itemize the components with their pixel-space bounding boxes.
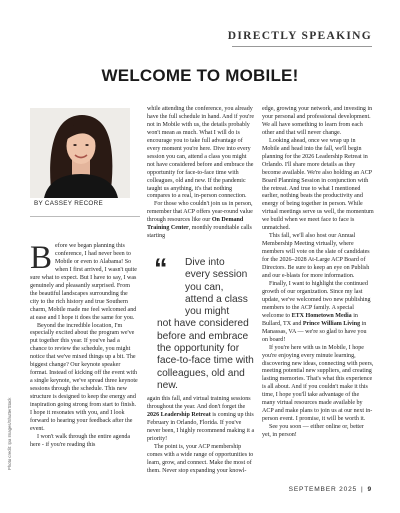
issue-date: SEPTEMBER 2025 xyxy=(288,486,358,493)
paragraph: This fall, we'll also host our Annual Membership Meeting virtually, where members will vote on the slate of candidates for the 2026–2028 At-Large ACP Board of Directors. Be sure to keep an eye on Publish and our e-blasts for more information. xyxy=(262,233,370,280)
paragraph xyxy=(30,240,138,323)
resource-name: On Demand Training Center xyxy=(147,217,244,232)
paragraph: See you soon — either online or, better yet, in person! xyxy=(262,424,364,439)
paragraph: Beyond the incredible location, I'm especially excited about the program we've put together this year. If you've had a chance to review the schedule, you might notice that we've mixed things up a bit. The biggest change? Our keynote speaker format. Instead of kicking off the event with a single keynote, we've spread three keynote sessions through the schedule. This new structure is designed to keep the energy and inspiration going strong from start to finish. I hope it resonates with you, and I look forward to hearing your feedback after the event. xyxy=(30,322,138,432)
paragraph-text: in Manassas, VA — we're so glad to have you on board! xyxy=(262,320,367,343)
paragraph: The point is, your ACP membership comes with a wide range of opportunities to learn, grow, and connect. Make the most of them. Never stop expanding your knowl- xyxy=(147,443,254,474)
paragraph: edge, growing your network, and investing in your personal and professional development. We all have something to learn from each other and that will never change. xyxy=(262,106,373,136)
pull-quote-rest: not have considered before and embrace the opportunity for face-to-face time with colleagues, old and new. xyxy=(157,318,254,391)
article-column-3 xyxy=(262,106,374,440)
pull-quote xyxy=(154,253,257,392)
paragraph-text: , monthly roundtable calls starting xyxy=(147,225,252,240)
article-column-1 xyxy=(30,240,138,450)
paragraph: Looking ahead, once we wrap up in Mobile and head into the fall, we'll begin planning for the 2026 Leadership Retreat in Orlando. I'll share more details as they become available. We're also holding an ACP Board Planning Session in conjunction with the retreat. And true to what I mentioned earlier, nothing beats the productivity and energy of being together in person. While virtual meetings serve us well, the momentum we build when we meet face to face is unmatched. xyxy=(262,137,374,232)
paragraph xyxy=(147,201,255,241)
paragraph-text: is coming up this February in Orlando, Florida. If you've never been, I highly recommend making it a priority! xyxy=(147,411,255,442)
pull-quote-line: every session xyxy=(185,269,248,281)
photo-credit: Photo credit: Ipa Images/ShutterStock xyxy=(7,397,12,470)
paragraph: while attending the conference, you already have the full schedule in hand. And if you're not in Mobile with us, the details probably won't mean as much. What I will do is encourage you to take full advantage of every moment you're here. Dive into every session you can, attend a class you might not have considered before and embrace the opportunity for face-to-face time with colleagues, old and new. If the pandemic taught us anything, it's that nothing compares to a real, in-person connection. xyxy=(147,106,255,200)
pull-quote-line: attend a class xyxy=(185,293,248,305)
paragraph: I won't walk through the entire agenda here - if you're reading this xyxy=(30,433,131,448)
paragraph-text: For those who couldn't join us in person, remember that ACP offers year-round value through resources like our xyxy=(147,201,253,224)
pull-quote-line: Dive into xyxy=(185,257,225,268)
byline: BY CASSEY RECORE xyxy=(34,200,103,207)
paragraph xyxy=(147,396,255,444)
paragraph: If you're here with us in Mobile, I hope you're enjoying every minute learning, discovering new ideas, connecting with peers, meeting potential new suppliers, and creating lasting memories. That's what this experience is all about. And if you couldn't make it this time, I hope you'll take advantage of the many virtual resources made available by ACP and make plans to join us at our next in-person event. I promise, it will be worth it. xyxy=(262,344,374,423)
quote-mark-icon: “ xyxy=(154,253,168,283)
member-name: Prince William Living xyxy=(302,320,361,327)
footer-separator: | xyxy=(361,486,364,493)
page-footer xyxy=(289,486,372,493)
event-name: 2026 Leadership Retreat xyxy=(147,411,211,418)
paragraph-text: efore we began planning this conference, I had never been to Mobile or even to Alabama! So when I first arrived, I wasn't quite sure what to expect. But I have to say, I was genuinely and pleasantly surprised. From the beautiful landscapes surrounding the city to the rich history and true Southern charm, Mobile made me feel welcomed and at ease and I hope it does the same for you. xyxy=(30,243,137,321)
paragraph-text: Finally, I want to highlight the continued growth of our organization. Since my last update, we've welcomed two new publishing members to the ACP family. A special welcome to xyxy=(262,280,371,319)
member-name: ETX Hometown Media xyxy=(291,312,352,319)
header-rule xyxy=(232,46,372,47)
author-photo xyxy=(30,108,130,198)
section-title: DIRECTLY SPEAKING xyxy=(227,30,372,42)
article-column-2 xyxy=(147,106,255,241)
page-title: WELCOME TO MOBILE! xyxy=(101,66,299,85)
byline-rule xyxy=(30,216,140,217)
pull-quote-line: you might xyxy=(185,306,230,318)
paragraph xyxy=(262,281,374,345)
paragraph-text: again this fall, and virtual training sessions throughout the year. And don't forget the xyxy=(147,396,251,410)
drop-cap: B xyxy=(30,240,53,276)
pull-quote-line: you can, xyxy=(185,281,224,293)
paragraph-text: in Bullard, TX and xyxy=(262,312,358,327)
page-number: 9 xyxy=(367,486,372,493)
article-column-2-continued xyxy=(147,396,255,476)
